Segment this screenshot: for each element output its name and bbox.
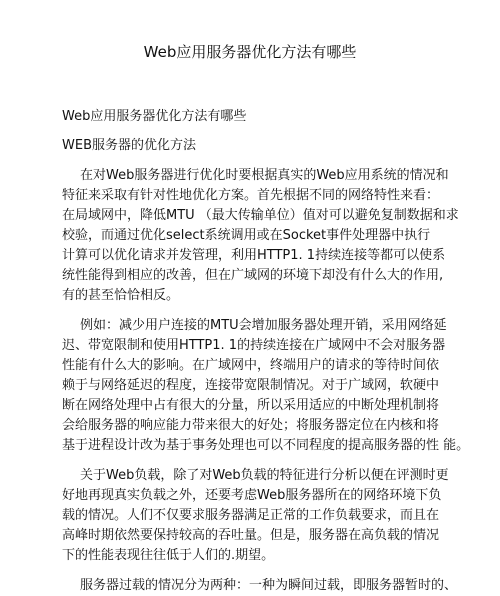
paragraph-line: 断在网络处理中占有很大的分量，所以采用适应的中断处理机制将: [62, 398, 440, 413]
article-subtitle: Web应用服务器优化方法有哪些: [62, 109, 247, 124]
paragraph-line: 好地再现真实负载之外，还要考虑Web服务器所在的网络环境下负: [62, 488, 442, 503]
paragraph-line: 有的甚至恰恰相反。: [62, 288, 180, 303]
document-title: Web应用服务器优化方法有哪些: [143, 43, 357, 61]
paragraph-2: [62, 316, 470, 456]
paragraph-line: 基于进程设计改为基于事务处理也可以不同程度的提高服务器的性 能。: [62, 438, 470, 453]
paragraph-line: 服务器过载的情况分为两种：一种为瞬间过载，即服务器暂时的、: [80, 578, 458, 593]
paragraph-1: [62, 166, 459, 306]
paragraph-line: 计算可以优化请求并发管理，利用HTTP1. 1持续连接等都可以使系: [62, 248, 446, 263]
paragraph-line: 性能有什么大的影响。在广域网中，终端用户的请求的等待时间依: [62, 358, 440, 373]
paragraph-line: 高峰时期依然要保持较高的吞吐量。但是，服务器在高负载的情况: [62, 528, 440, 543]
paragraph-4: [62, 576, 458, 596]
paragraph-line: 在局域网中，降低MTU （最大传输单位）值对可以避免复制数据和求: [62, 208, 459, 223]
paragraph-line: 下的性能表现往往低于人们的.期望。: [62, 548, 275, 563]
paragraph-line: 校验，而通过优化select系统调用或在Socket事件处理器中执行: [62, 228, 431, 243]
document-body: [62, 107, 470, 596]
paragraph-line: 迟、带宽限制和使用HTTP1. 1的持续连接在广域网中不会对服务器: [62, 338, 446, 353]
paragraph-line: 特征来采取有针对性地优化方案。首先根据不同的网络特性来看：: [62, 188, 440, 203]
paragraph-line: 关于Web负载，除了对Web负载的特征进行分析以便在评测时更: [80, 468, 449, 483]
paragraph-line: 赖于与网络延迟的程度，连接带宽限制情况。对于广域网，软硬中: [62, 378, 440, 393]
paragraph-line: 在对Web服务器进行优化时要根据真实的Web应用系统的情况和: [80, 168, 449, 183]
paragraph-line: 统性能得到相应的改善，但在广域网的环境下却没有什么大的作用,: [62, 268, 444, 283]
paragraph-line: 会给服务器的响应能力带来很大的好处；将服务器定位在内核和将: [62, 418, 440, 433]
paragraph-line: 例如：减少用户连接的MTU会增加服务器处理开销，采用网络延: [80, 318, 447, 333]
section-heading: WEB服务器的优化方法: [62, 138, 196, 153]
paragraph-line: 载的情况。人们不仅要求服务器满足正常的工作负载要求，而且在: [62, 508, 440, 523]
paragraph-3: [62, 466, 448, 566]
